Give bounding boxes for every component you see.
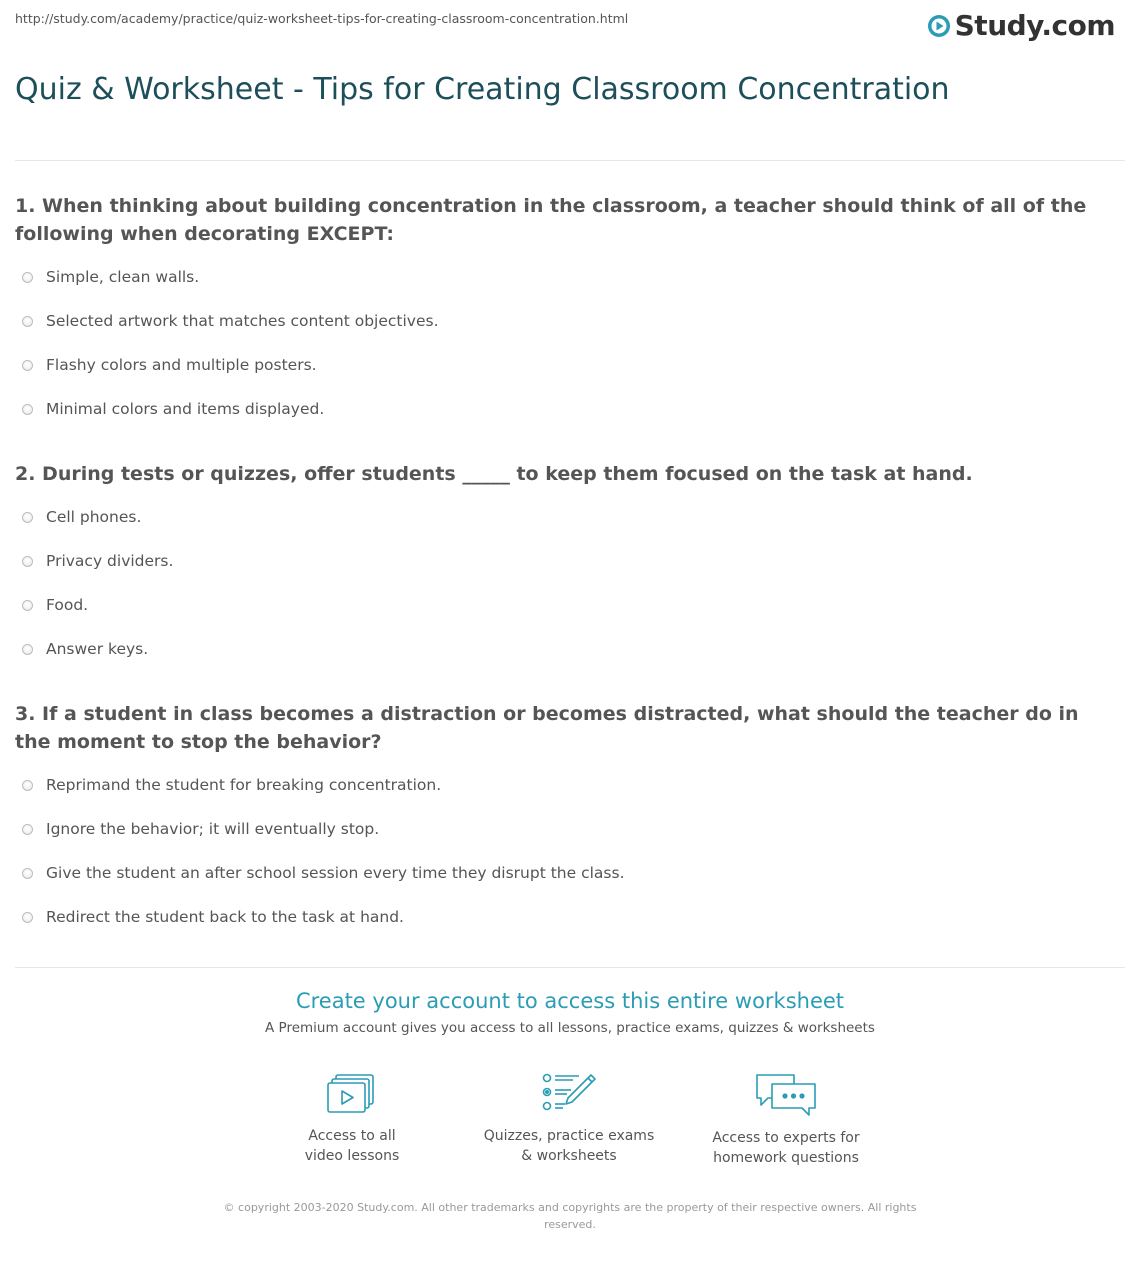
answer-option[interactable]: [22, 399, 324, 419]
answer-option[interactable]: [22, 907, 404, 927]
page-url: http://study.com/academy/practice/quiz-worksheet-tips-for-creating-classroom-concentration.html: [15, 11, 629, 26]
radio-button[interactable]: [22, 556, 33, 567]
answer-label: Cell phones.: [46, 508, 142, 526]
page-title: Quiz & Worksheet - Tips for Creating Classroom Concentration: [15, 72, 950, 107]
radio-button[interactable]: [22, 316, 33, 327]
answer-option[interactable]: [22, 819, 379, 839]
feature-label: Access to all video lessons: [304, 1128, 400, 1164]
radio-button[interactable]: [22, 824, 33, 835]
answer-label: Give the student an after school session every time they disrupt the class.: [46, 864, 625, 882]
cta-divider: [15, 967, 1125, 968]
radio-button[interactable]: [22, 868, 33, 879]
answer-option[interactable]: [22, 311, 439, 331]
radio-button[interactable]: [22, 512, 33, 523]
answer-option[interactable]: [22, 267, 199, 287]
radio-button[interactable]: [22, 600, 33, 611]
feature-experts: [686, 1072, 886, 1168]
chat-bubbles-icon: [754, 1072, 818, 1118]
question-text: 1. When thinking about building concentration in the classroom, a teacher should think of all of the following when decorating EXCEPT:: [15, 195, 1087, 245]
answer-label: Ignore the behavior; it will eventually stop.: [46, 820, 380, 838]
radio-button[interactable]: [22, 404, 33, 415]
radio-button[interactable]: [22, 360, 33, 371]
title-divider: [15, 160, 1125, 161]
answer-label: Answer keys.: [46, 640, 149, 658]
radio-button[interactable]: [22, 912, 33, 923]
answer-label: Flashy colors and multiple posters.: [46, 356, 317, 374]
feature-quizzes: [469, 1072, 669, 1166]
radio-button[interactable]: [22, 780, 33, 791]
answer-label: Privacy dividers.: [46, 552, 174, 570]
radio-button[interactable]: [22, 272, 33, 283]
answer-option[interactable]: [22, 355, 317, 375]
create-account-link[interactable]: Create your account to access this entire worksheet: [295, 989, 845, 1013]
answer-option[interactable]: [22, 551, 173, 571]
quiz-checklist-icon: [541, 1072, 597, 1116]
question-text: 3. If a student in class becomes a distraction or becomes distracted, what should the teacher do in the moment to stop the behavior?: [15, 703, 1079, 753]
radio-button[interactable]: [22, 644, 33, 655]
answer-option[interactable]: [22, 595, 88, 615]
answer-option[interactable]: [22, 775, 441, 795]
answer-label: Redirect the student back to the task at hand.: [46, 908, 404, 926]
question-text: 2. During tests or quizzes, offer students _____ to keep them focused on the task at hand.: [15, 463, 973, 485]
feature-label: Access to experts for homework questions: [712, 1130, 860, 1166]
answer-option[interactable]: [22, 863, 625, 883]
feature-label: Quizzes, practice exams & worksheets: [483, 1128, 655, 1164]
copyright-notice: © copyright 2003-2020 Study.com. All other trademarks and copyrights are the property of their respective owners. All rights reserved.: [223, 1201, 917, 1231]
answer-label: Selected artwork that matches content objectives.: [46, 312, 439, 330]
study-com-logo[interactable]: [927, 9, 1115, 42]
play-circle-logo-icon: [927, 14, 951, 38]
logo-text: Study.com: [954, 9, 1115, 42]
answer-option[interactable]: [22, 639, 148, 659]
video-lessons-icon: [325, 1072, 379, 1116]
feature-video-lessons: [252, 1072, 452, 1166]
answer-label: Minimal colors and items displayed.: [46, 400, 325, 418]
premium-description: A Premium account gives you access to all lessons, practice exams, quizzes & worksheets: [265, 1020, 875, 1036]
top-bar: [0, 0, 1140, 56]
answer-label: Food.: [46, 596, 89, 614]
answer-label: Simple, clean walls.: [46, 268, 200, 286]
answer-option[interactable]: [22, 507, 141, 527]
answer-label: Reprimand the student for breaking concentration.: [46, 776, 442, 794]
